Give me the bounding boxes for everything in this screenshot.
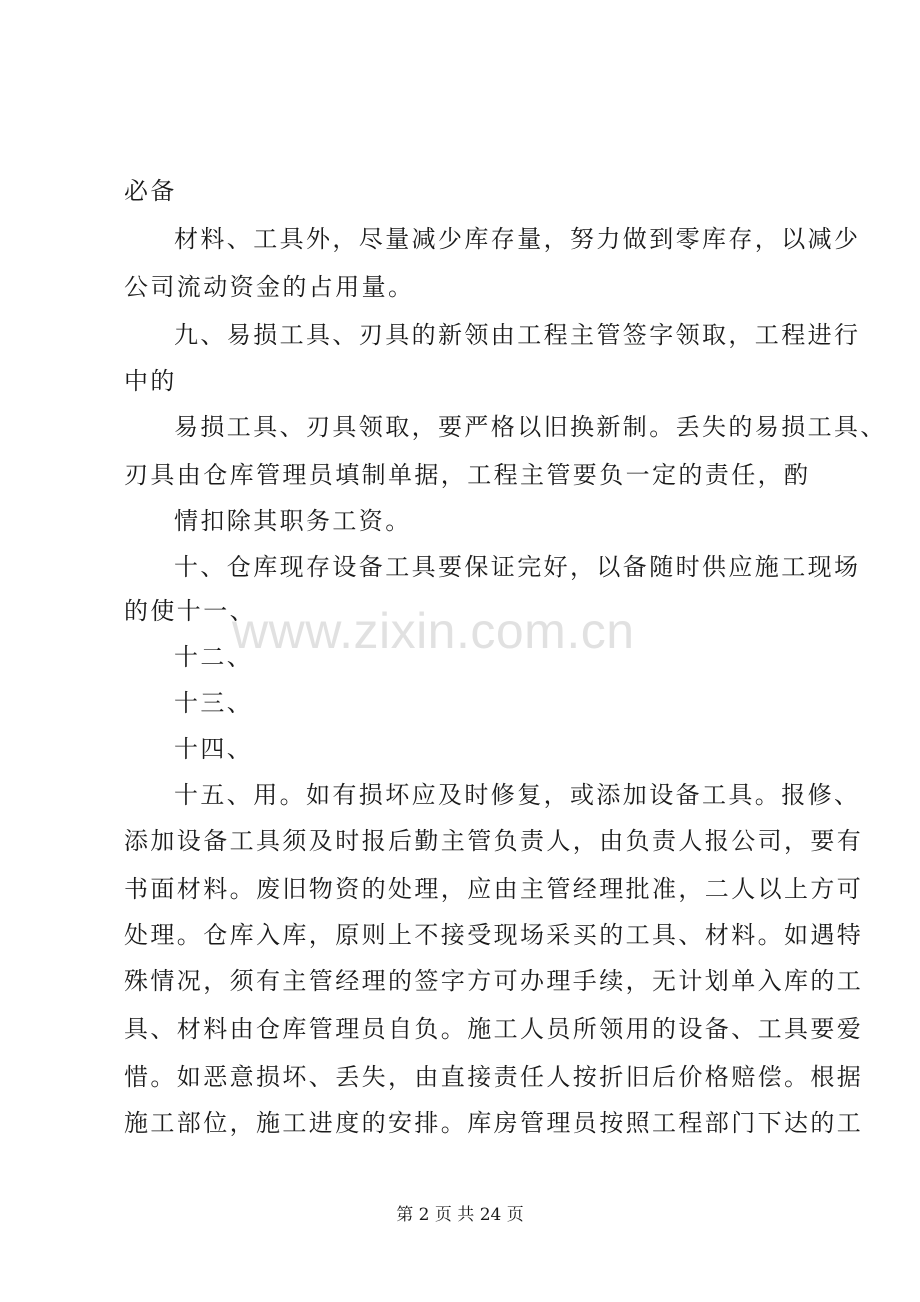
text-line: 十二、 <box>174 643 254 671</box>
text-line: 惜。如恶意损坏、丢失，由直接责任人按折旧后价格赔偿。根据 <box>124 1063 864 1091</box>
text-line: 施工部位，施工进度的安排。库房管理员按照工程部门下达的工 <box>124 1109 864 1137</box>
text-line: 十、仓库现存设备工具要保证完好，以备随时供应施工现场 <box>174 553 861 581</box>
text-line: 处理。仓库入库，原则上不接受现场采买的工具、材料。如遇特 <box>124 921 864 949</box>
text-line: 殊情况，须有主管经理的签字方可办理手续，无计划单入库的工 <box>124 967 864 995</box>
text-line: 公司流动资金的占用量。 <box>124 273 415 301</box>
text-line: 添加设备工具须及时报后勤主管负责人，由负责人报公司，要有 <box>124 827 864 855</box>
text-line: 易损工具、刃具领取，要严格以旧换新制。丢失的易损工具、 <box>174 413 887 441</box>
text-line: 刃具由仓库管理员填制单据，工程主管要负一定的责任，酌 <box>124 461 811 489</box>
text-line: 书面材料。废旧物资的处理，应由主管经理批准，二人以上方可 <box>124 875 864 903</box>
text-line: 十五、用。如有损坏应及时修复，或添加设备工具。报修、 <box>174 781 861 809</box>
text-line: 中的 <box>124 367 177 395</box>
watermark: www.zixin.com.cn <box>232 603 635 659</box>
text-line: 情扣除其职务工资。 <box>174 507 412 535</box>
text-line: 材料、工具外，尽量减少库存量，努力做到零库存，以减少 <box>174 225 861 253</box>
text-line: 必备 <box>124 177 177 205</box>
text-line: 十三、 <box>174 689 254 717</box>
text-line: 具、材料由仓库管理员自负。施工人员所领用的设备、工具要爱 <box>124 1015 864 1043</box>
text-line: 的使十一、 <box>124 597 256 625</box>
text-line: 十四、 <box>174 735 254 763</box>
text-line: 九、易损工具、刃具的新领由工程主管签字领取，工程进行 <box>174 321 861 349</box>
page-number: 第 2 页 共 24 页 <box>396 1205 524 1225</box>
